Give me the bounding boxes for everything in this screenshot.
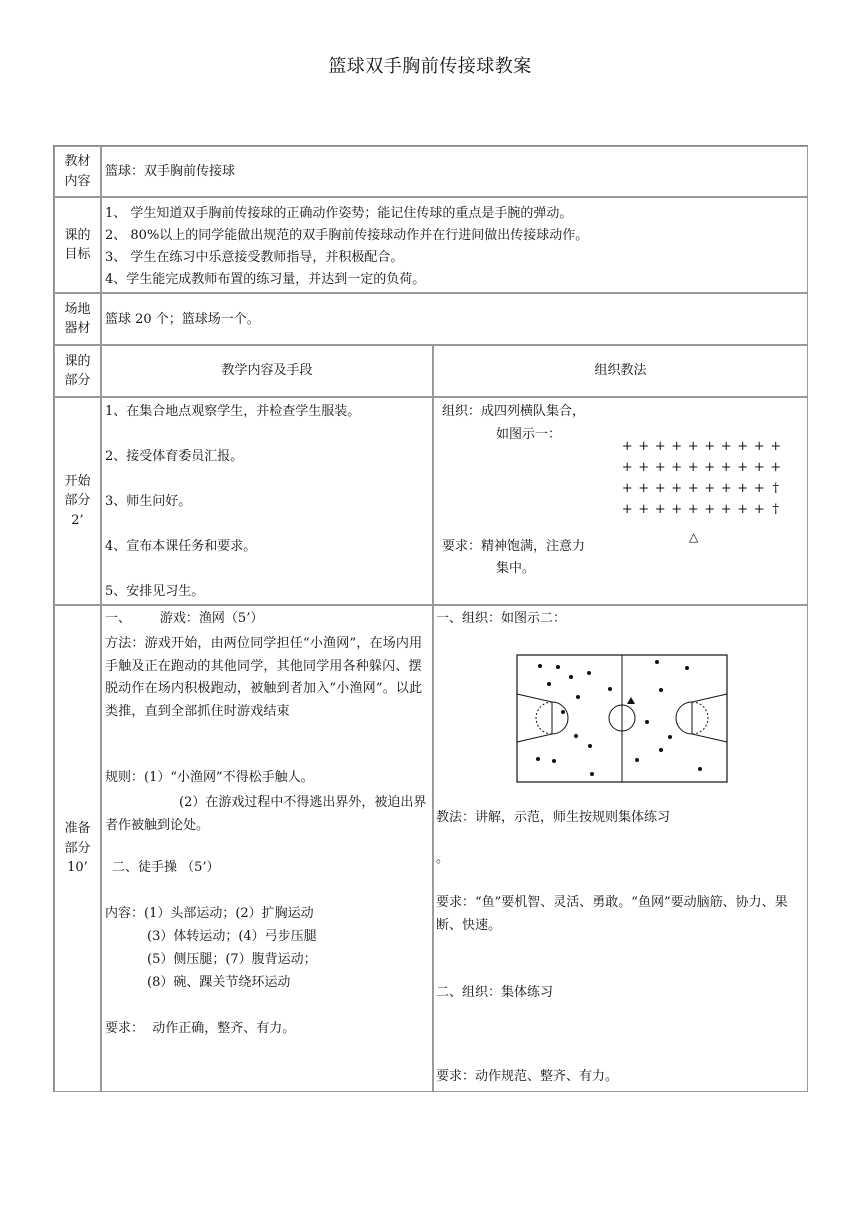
goals-label: [54, 197, 101, 293]
exercise-content-2: (3）体转运动；(4）弓步压腿: [147, 929, 317, 944]
part-header-label: [54, 345, 101, 397]
prep-part-label-text: 准备 部分 10’: [64, 821, 91, 876]
start-item: 2、接受体育委员汇报。: [105, 449, 244, 464]
lesson-plan-table: [53, 145, 808, 1092]
material-label-text: 教材 内容: [64, 154, 91, 189]
formation-row: + + + + + + + + + †: [621, 481, 779, 496]
game-title: 一、 游戏：渔网（5’）: [105, 611, 264, 626]
page-title: 篮球双手胸前传接球教案: [328, 56, 532, 77]
material-content: [101, 146, 808, 197]
game-rule-1: 规则：(1）“小渔网”不得松手触人。: [105, 770, 314, 785]
start-req-text: 要求：精神饱满，注意力: [442, 539, 586, 554]
prep-req-1: 要求：“鱼”要机智、灵活、勇敢。“鱼网”要动脑筋、协力、果断、快速。: [436, 895, 788, 933]
start-item: 3、师生问好。: [105, 494, 192, 509]
start-part-label: [54, 397, 101, 605]
exercise-content-3: (5）侧压腿；(7）腹背运动；: [147, 952, 317, 967]
method-header-text: 组织教法: [594, 363, 647, 379]
prep-content: [101, 605, 433, 1092]
formation-row: + + + + + + + + + +: [621, 460, 782, 475]
formation-row: + + + + + + + + + +: [621, 439, 782, 454]
equipment-label: [54, 293, 101, 345]
prep-dot: 。: [436, 851, 450, 866]
exercise-content-1: 内容：(1）头部运动；(2）扩胸运动: [105, 906, 314, 921]
start-part-label-text: 开始 部分 2’: [64, 473, 91, 528]
start-req-text-2: 集中。: [496, 561, 536, 576]
goals-content: [101, 197, 808, 293]
start-org-figure-ref: 如图示一：: [496, 427, 562, 442]
goal-item: 1、 学生知道双手胸前传接球的正确动作姿势；能记住传球的重点是手腕的弹动。: [105, 206, 573, 221]
material-label: [54, 146, 101, 197]
game-rule-2: (2）在游戏过程中不得逃出界外，被迫出界者作被触到论处。: [105, 795, 427, 833]
exercise-content-4: (8）碗、踝关节绕环运动: [147, 975, 291, 990]
prep-teach-method: 教法：讲解，示范，师生按规则集体练习: [436, 810, 671, 825]
prep-org-1: 一、组织：如图示二：: [436, 611, 567, 626]
start-item: 4、宣布本课任务和要求。: [105, 539, 257, 554]
method-column-header: [433, 345, 808, 397]
formation-row: + + + + + + + + + †: [621, 502, 779, 517]
prep-part-label: [54, 605, 101, 1092]
content-column-header: [101, 345, 433, 397]
formation-diagram: [619, 438, 789, 518]
goal-item: 4、学生能完成教师布置的练习量，并达到一定的负荷。: [105, 272, 426, 287]
start-org-text: 组织：成四列横队集合，: [442, 404, 586, 419]
equipment-text: 篮球 20 个；篮球场一个。: [105, 312, 260, 327]
goal-item: 3、 学生在练习中乐意接受教师指导，并积极配合。: [105, 250, 404, 265]
start-content: [101, 397, 433, 605]
goals-label-text: 课的 目标: [64, 227, 91, 262]
material-text: 篮球：双手胸前传接球: [105, 164, 236, 179]
content-header-text: 教学内容及手段: [221, 363, 313, 379]
part-header-text: 课的 部分: [64, 353, 91, 388]
equipment-content: [101, 293, 808, 345]
teacher-triangle-icon: △: [689, 530, 699, 544]
start-item: 5、安排见习生。: [105, 584, 205, 599]
prep-req-2: 要求：动作规范、整齐、有力。: [436, 1069, 619, 1084]
game-method: 方法：游戏开始，由两位同学担任“小渔网”，在场内用手触及正在跑动的其他同学，其他同学用各种躲闪、摆脱动作在场内积极跑动，被触到者加入“小渔网”。以此类推，直到全部抓住时游戏结束: [105, 636, 423, 719]
goal-item: 2、 80%以上的同学能做出规范的双手胸前传接球动作并在行进间做出传接球动作。: [105, 228, 589, 243]
start-item: 1、在集合地点观察学生，并检查学生服装。: [105, 404, 361, 419]
prep-method: [433, 605, 808, 1092]
basketball-court-diagram: [516, 654, 728, 784]
exercise-title: 二、徒手操 （5’）: [112, 860, 220, 875]
start-method: [433, 397, 808, 605]
equipment-label-text: 场地 器材: [64, 301, 91, 336]
prep-org-2: 二、组织：集体练习: [436, 985, 554, 1000]
exercise-req: 要求： 动作正确，整齐、有力。: [105, 1021, 296, 1036]
